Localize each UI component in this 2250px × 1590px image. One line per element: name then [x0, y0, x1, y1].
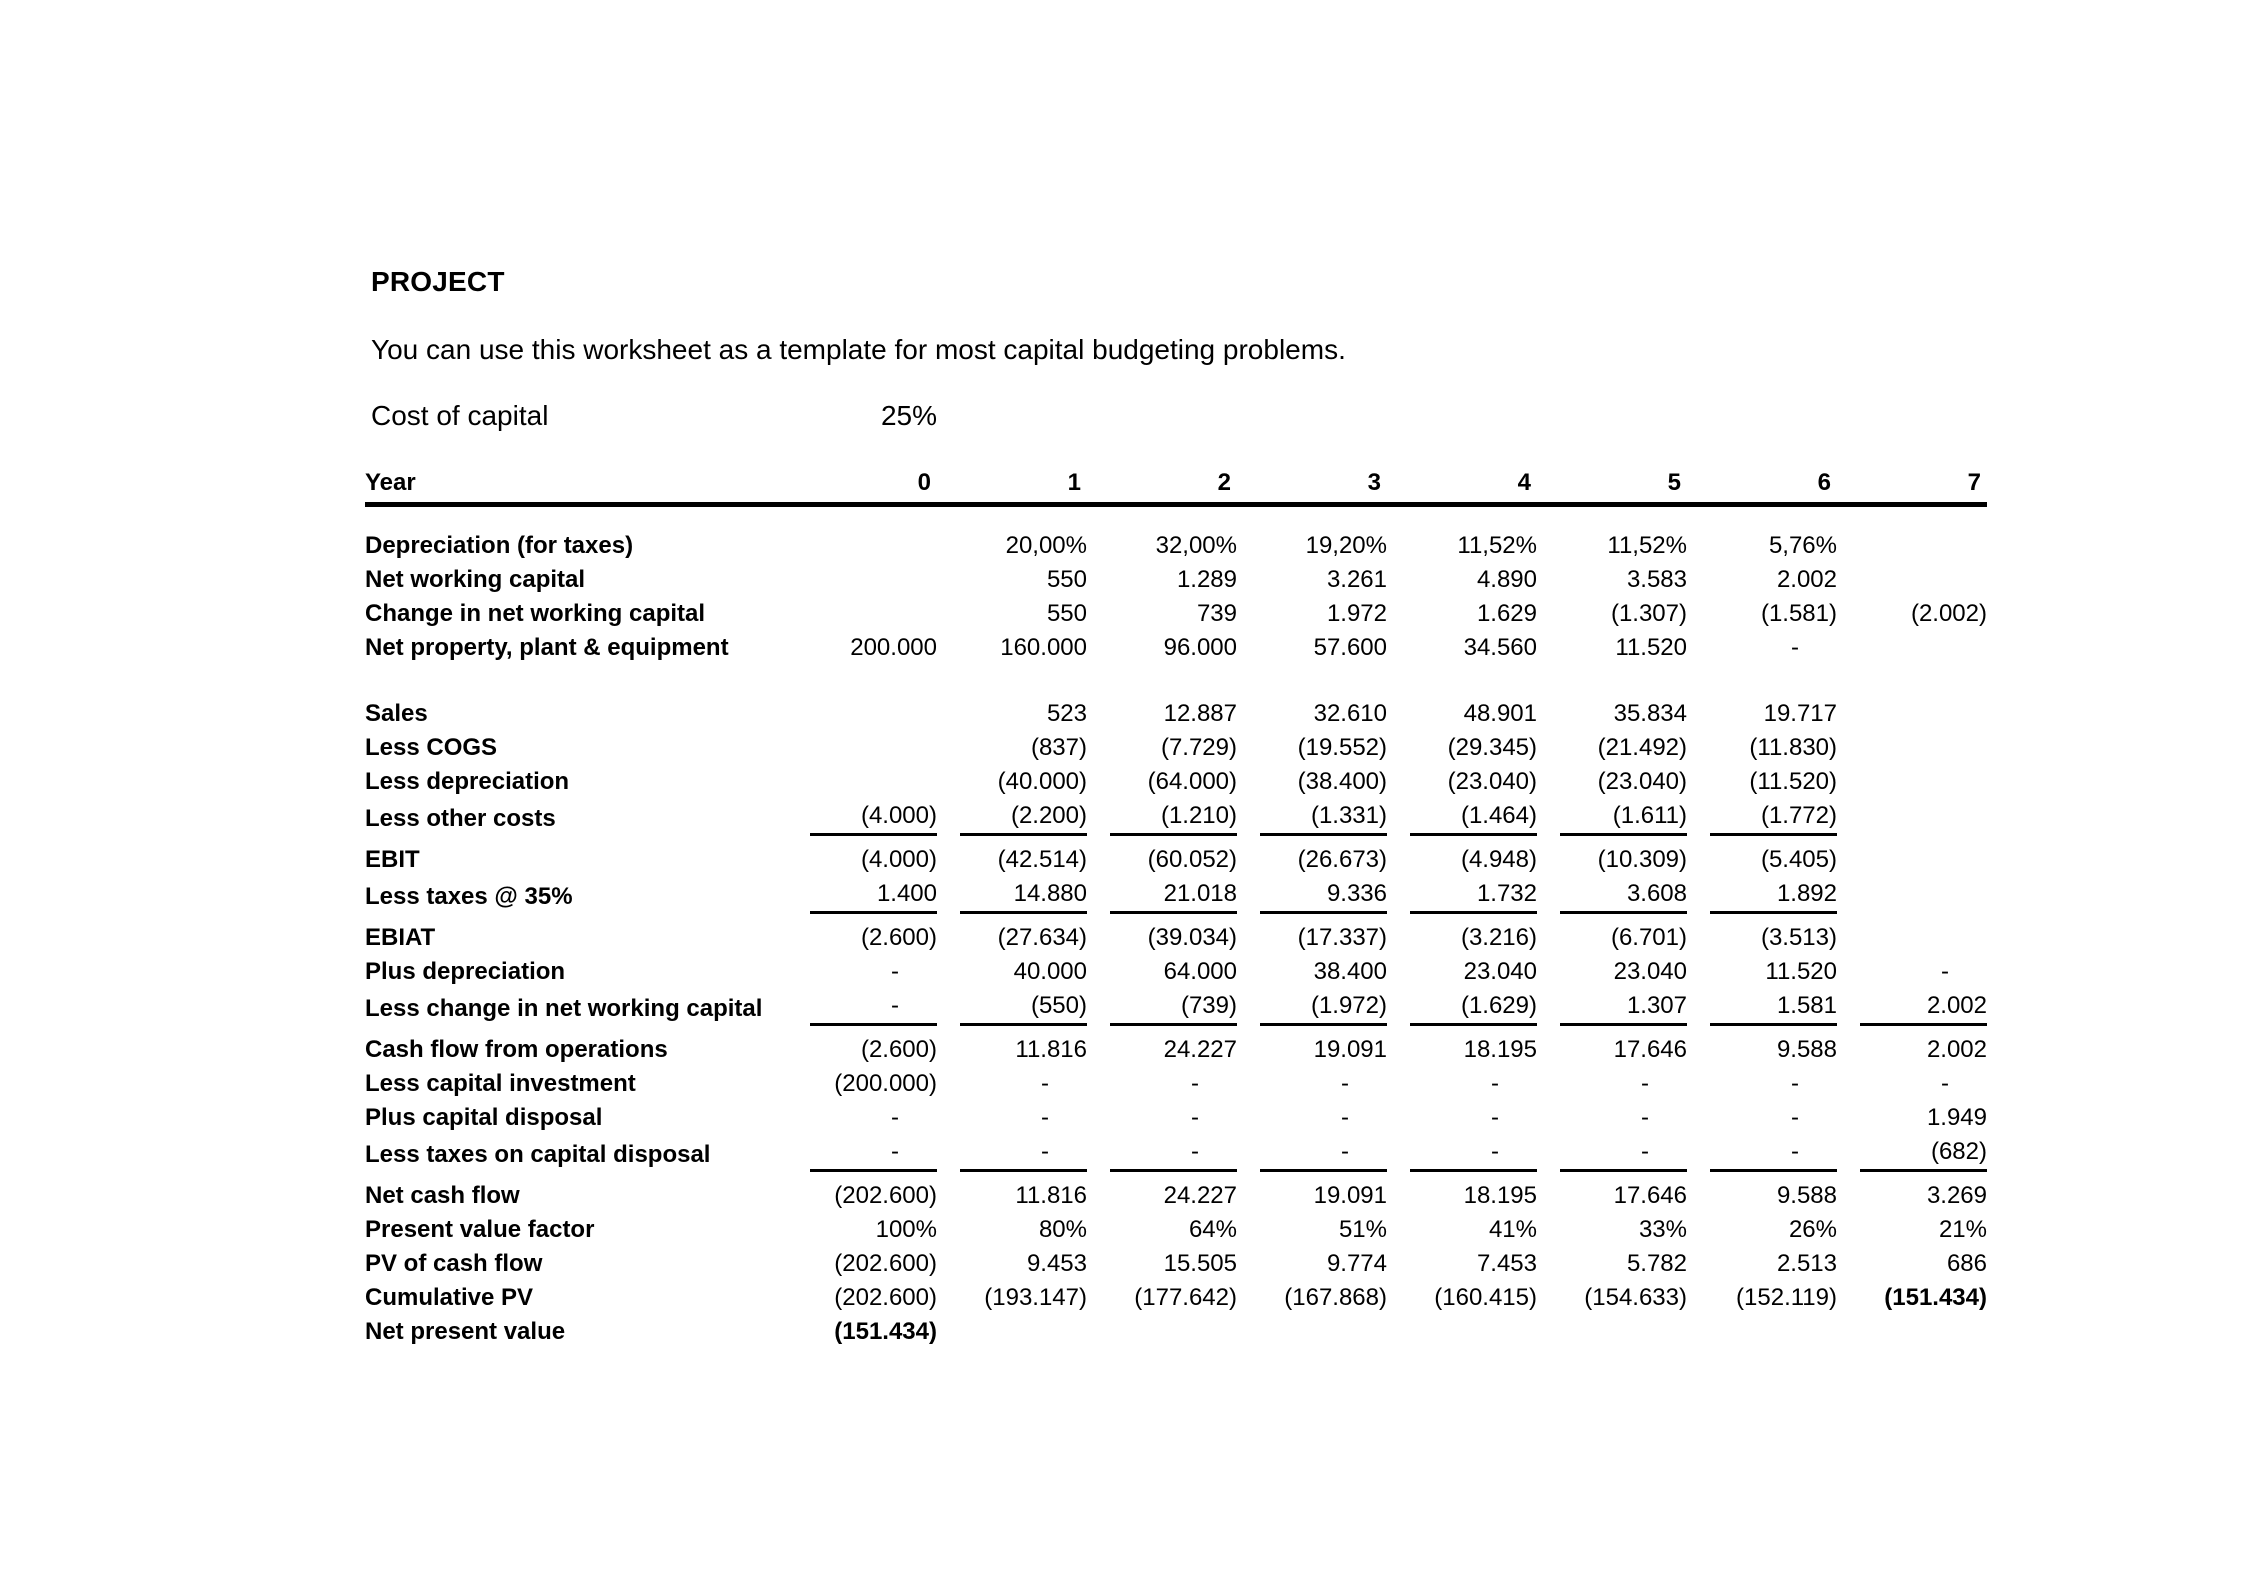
- value-cell: (1.611): [1537, 799, 1687, 836]
- cost-of-capital-label: Cost of capital: [371, 400, 549, 431]
- value-cell: (2.600): [860, 923, 937, 951]
- value-cell: -: [1387, 1135, 1537, 1172]
- row-less-other-costs: [365, 799, 1987, 836]
- row-net-property-plant-equipment: [365, 631, 1987, 665]
- value-cell: -: [1041, 1069, 1049, 1097]
- value-cell: [1837, 1315, 1987, 1349]
- value-cell: (202.600): [834, 1283, 937, 1311]
- value-cell: 11,52%: [1607, 531, 1687, 559]
- row-present-value-factor: [365, 1213, 1987, 1247]
- spacer: [365, 914, 1987, 921]
- value-cell: 64%: [1188, 1215, 1237, 1243]
- value-cell: [1837, 697, 1987, 731]
- value-cell: (1.629): [1387, 989, 1537, 1026]
- value-cell: 686: [1946, 1249, 1987, 1277]
- value-cell: 5,76%: [1768, 531, 1837, 559]
- row-label: Less other costs: [365, 804, 556, 832]
- value-cell: 4.890: [1476, 565, 1537, 593]
- value-cell: [787, 765, 937, 799]
- value-cell: 15.505: [1163, 1249, 1237, 1277]
- spacer: [365, 505, 1987, 529]
- value-cell: 3.269: [1926, 1181, 1987, 1209]
- value-cell: (550): [937, 989, 1087, 1026]
- value-cell: 21%: [1938, 1215, 1987, 1243]
- year-label: Year: [365, 464, 787, 505]
- row-label: Depreciation (for taxes): [365, 531, 634, 559]
- cost-of-capital-row: [371, 400, 937, 432]
- value-cell: 1.581: [1687, 989, 1837, 1026]
- row-ebit: [365, 843, 1987, 877]
- value-cell: 3.608: [1537, 877, 1687, 914]
- value-cell: (23.040): [1447, 767, 1537, 795]
- row-sales: [365, 697, 1987, 731]
- year-header-row: [365, 464, 1987, 505]
- value-cell: [1837, 843, 1987, 877]
- year-col-4: 4: [1387, 464, 1537, 505]
- value-cell: [1387, 1315, 1537, 1349]
- year-col-1: 1: [937, 464, 1087, 505]
- value-cell: -: [1237, 1135, 1387, 1172]
- value-cell: 24.227: [1163, 1181, 1237, 1209]
- value-cell: 34.560: [1463, 633, 1537, 661]
- row-label: Plus depreciation: [365, 957, 566, 985]
- value-cell: (154.633): [1584, 1283, 1687, 1311]
- value-cell: [787, 697, 937, 731]
- value-cell: 12.887: [1163, 699, 1237, 727]
- value-cell: [1837, 765, 1987, 799]
- value-cell: -: [1941, 957, 1949, 985]
- value-cell: -: [1087, 1135, 1237, 1172]
- value-cell: (167.868): [1284, 1283, 1387, 1311]
- year-col-5: 5: [1537, 464, 1687, 505]
- value-cell: 7.453: [1476, 1249, 1537, 1277]
- row-label: EBIAT: [365, 923, 436, 951]
- value-cell: [1087, 1315, 1237, 1349]
- value-cell: (160.415): [1434, 1283, 1537, 1311]
- value-cell: 23.040: [1463, 957, 1537, 985]
- value-cell: (151.434): [834, 1317, 937, 1345]
- value-cell: (4.000): [860, 845, 937, 873]
- spacer: [365, 836, 1987, 843]
- value-cell: (64.000): [1147, 767, 1237, 795]
- value-cell: 9.336: [1237, 877, 1387, 914]
- value-cell: 739: [1196, 599, 1237, 627]
- value-cell: [787, 529, 937, 563]
- spacer: [365, 1172, 1987, 1179]
- value-cell: (23.040): [1597, 767, 1687, 795]
- value-cell: [1537, 1315, 1687, 1349]
- value-cell: 17.646: [1613, 1035, 1687, 1063]
- value-cell: (21.492): [1597, 733, 1687, 761]
- row-label: Less depreciation: [365, 767, 570, 795]
- page-description: You can use this worksheet as a template for most capital budgeting problems.: [371, 334, 1346, 365]
- value-cell: (682): [1837, 1135, 1987, 1172]
- value-cell: (193.147): [984, 1283, 1087, 1311]
- value-cell: (3.513): [1760, 923, 1837, 951]
- value-cell: 523: [1046, 699, 1087, 727]
- value-cell: 11.816: [1015, 1181, 1087, 1209]
- row-net-working-capital: [365, 563, 1987, 597]
- row-less-depreciation: [365, 765, 1987, 799]
- value-cell: 2.002: [1837, 989, 1987, 1026]
- row-ebiat: [365, 921, 1987, 955]
- row-label: Less taxes on capital disposal: [365, 1140, 711, 1168]
- value-cell: [1837, 921, 1987, 955]
- value-cell: (60.052): [1147, 845, 1237, 873]
- value-cell: -: [1791, 1069, 1799, 1097]
- value-cell: (2.200): [937, 799, 1087, 836]
- row-label: Cash flow from operations: [365, 1035, 668, 1063]
- value-cell: (2.002): [1910, 599, 1987, 627]
- row-label: Sales: [365, 699, 428, 727]
- row-label: Plus capital disposal: [365, 1103, 603, 1131]
- row-less-change-in-nwc: [365, 989, 1987, 1026]
- value-cell: (29.345): [1447, 733, 1537, 761]
- value-cell: 1.892: [1687, 877, 1837, 914]
- value-cell: (739): [1087, 989, 1237, 1026]
- value-cell: 2.513: [1776, 1249, 1837, 1277]
- row-label: EBIT: [365, 845, 420, 873]
- row-plus-capital-disposal: [365, 1101, 1987, 1135]
- value-cell: -: [1791, 633, 1799, 661]
- value-cell: 19.717: [1763, 699, 1837, 727]
- value-cell: [1687, 1315, 1837, 1349]
- value-cell: [1837, 529, 1987, 563]
- row-label: Net present value: [365, 1317, 566, 1345]
- value-cell: -: [1537, 1135, 1687, 1172]
- value-cell: [1837, 563, 1987, 597]
- value-cell: 1.972: [1326, 599, 1387, 627]
- year-col-3: 3: [1237, 464, 1387, 505]
- value-cell: 64.000: [1163, 957, 1237, 985]
- value-cell: (1.331): [1237, 799, 1387, 836]
- value-cell: [1837, 799, 1987, 836]
- value-cell: [787, 731, 937, 765]
- value-cell: 41%: [1488, 1215, 1537, 1243]
- value-cell: 550: [1046, 599, 1087, 627]
- value-cell: 11.520: [1615, 633, 1687, 661]
- row-plus-depreciation: [365, 955, 1987, 989]
- value-cell: (200.000): [834, 1069, 937, 1097]
- value-cell: 160.000: [1000, 633, 1087, 661]
- value-cell: (17.337): [1297, 923, 1387, 951]
- row-change-in-net-working-capital: [365, 597, 1987, 631]
- value-cell: 19.091: [1313, 1035, 1387, 1063]
- worksheet-table: [365, 464, 1987, 1349]
- value-cell: -: [1341, 1103, 1349, 1131]
- value-cell: (151.434): [1884, 1283, 1987, 1311]
- value-cell: 9.588: [1776, 1035, 1837, 1063]
- spacer: [365, 1026, 1987, 1033]
- value-cell: (7.729): [1160, 733, 1237, 761]
- value-cell: (11.830): [1749, 733, 1837, 761]
- value-cell: (4.948): [1460, 845, 1537, 873]
- row-less-capital-investment: [365, 1067, 1987, 1101]
- value-cell: 11.816: [1015, 1035, 1087, 1063]
- value-cell: 11,52%: [1457, 531, 1537, 559]
- row-label: Less capital investment: [365, 1069, 636, 1097]
- value-cell: 9.588: [1776, 1181, 1837, 1209]
- value-cell: 100%: [875, 1215, 937, 1243]
- value-cell: 80%: [1038, 1215, 1087, 1243]
- value-cell: 1.629: [1476, 599, 1537, 627]
- value-cell: -: [787, 989, 937, 1026]
- value-cell: -: [1491, 1103, 1499, 1131]
- value-cell: -: [1941, 1069, 1949, 1097]
- value-cell: (42.514): [997, 845, 1087, 873]
- value-cell: -: [891, 957, 899, 985]
- value-cell: -: [1041, 1103, 1049, 1131]
- value-cell: 3.583: [1626, 565, 1687, 593]
- value-cell: 35.834: [1613, 699, 1687, 727]
- value-cell: [937, 1315, 1087, 1349]
- value-cell: (1.972): [1237, 989, 1387, 1026]
- row-label: Less change in net working capital: [365, 994, 763, 1022]
- year-col-7: 7: [1837, 464, 1987, 505]
- value-cell: 3.261: [1326, 565, 1387, 593]
- value-cell: (152.119): [1736, 1283, 1837, 1311]
- row-label: PV of cash flow: [365, 1249, 543, 1277]
- row-less-taxes: [365, 877, 1987, 914]
- value-cell: (202.600): [834, 1181, 937, 1209]
- value-cell: 51%: [1338, 1215, 1387, 1243]
- value-cell: 18.195: [1463, 1035, 1537, 1063]
- value-cell: -: [891, 1103, 899, 1131]
- value-cell: 33%: [1638, 1215, 1687, 1243]
- row-label: Change in net working capital: [365, 599, 706, 627]
- value-cell: 17.646: [1613, 1181, 1687, 1209]
- value-cell: (3.216): [1460, 923, 1537, 951]
- value-cell: 1.732: [1387, 877, 1537, 914]
- value-cell: [1237, 1315, 1387, 1349]
- value-cell: 21.018: [1087, 877, 1237, 914]
- row-cash-flow-from-operations: [365, 1033, 1987, 1067]
- row-label: Less taxes @ 35%: [365, 882, 573, 910]
- value-cell: [1837, 877, 1987, 914]
- row-less-taxes-on-capital-disposal: [365, 1135, 1987, 1172]
- value-cell: 48.901: [1463, 699, 1537, 727]
- value-cell: 24.227: [1163, 1035, 1237, 1063]
- value-cell: 96.000: [1163, 633, 1237, 661]
- value-cell: 550: [1046, 565, 1087, 593]
- value-cell: (1.307): [1610, 599, 1687, 627]
- row-label: Less COGS: [365, 733, 498, 761]
- value-cell: [787, 563, 937, 597]
- value-cell: (1.772): [1687, 799, 1837, 836]
- value-cell: 23.040: [1613, 957, 1687, 985]
- value-cell: (1.210): [1087, 799, 1237, 836]
- page-title: PROJECT: [371, 266, 505, 297]
- value-cell: 32,00%: [1155, 531, 1237, 559]
- value-cell: (11.520): [1749, 767, 1837, 795]
- row-net-cash-flow: [365, 1179, 1987, 1213]
- value-cell: 14.880: [937, 877, 1087, 914]
- value-cell: 26%: [1788, 1215, 1837, 1243]
- value-cell: 32.610: [1313, 699, 1387, 727]
- value-cell: 9.453: [1026, 1249, 1087, 1277]
- value-cell: (39.034): [1147, 923, 1237, 951]
- row-cumulative-pv: [365, 1281, 1987, 1315]
- value-cell: 19.091: [1313, 1181, 1387, 1209]
- cost-of-capital-value: 25%: [880, 400, 937, 431]
- spacer: [365, 665, 1987, 697]
- row-less-cogs: [365, 731, 1987, 765]
- value-cell: -: [1791, 1103, 1799, 1131]
- row-label: Cumulative PV: [365, 1283, 534, 1311]
- value-cell: -: [1191, 1103, 1199, 1131]
- value-cell: (1.581): [1760, 599, 1837, 627]
- value-cell: (202.600): [834, 1249, 937, 1277]
- value-cell: 40.000: [1013, 957, 1087, 985]
- year-col-6: 6: [1687, 464, 1837, 505]
- row-label: Net working capital: [365, 565, 586, 593]
- row-label: Present value factor: [365, 1215, 595, 1243]
- value-cell: 2.002: [1926, 1035, 1987, 1063]
- value-cell: 1.307: [1537, 989, 1687, 1026]
- value-cell: -: [1491, 1069, 1499, 1097]
- value-cell: (10.309): [1597, 845, 1687, 873]
- value-cell: [787, 597, 937, 631]
- value-cell: 20,00%: [1005, 531, 1087, 559]
- value-cell: (40.000): [997, 767, 1087, 795]
- value-cell: 200.000: [850, 633, 937, 661]
- value-cell: (177.642): [1134, 1283, 1237, 1311]
- value-cell: 18.195: [1463, 1181, 1537, 1209]
- value-cell: 5.782: [1626, 1249, 1687, 1277]
- year-col-0: 0: [787, 464, 937, 505]
- value-cell: (2.600): [860, 1035, 937, 1063]
- value-cell: (27.634): [997, 923, 1087, 951]
- value-cell: 9.774: [1326, 1249, 1387, 1277]
- value-cell: -: [1641, 1103, 1649, 1131]
- value-cell: 11.520: [1765, 957, 1837, 985]
- value-cell: 2.002: [1776, 565, 1837, 593]
- value-cell: (38.400): [1297, 767, 1387, 795]
- row-depreciation-for-taxes: [365, 529, 1987, 563]
- value-cell: (4.000): [787, 799, 937, 836]
- value-cell: 1.289: [1176, 565, 1237, 593]
- row-label: Net cash flow: [365, 1181, 520, 1209]
- value-cell: (19.552): [1297, 733, 1387, 761]
- value-cell: -: [937, 1135, 1087, 1172]
- value-cell: 57.600: [1313, 633, 1387, 661]
- value-cell: (5.405): [1760, 845, 1837, 873]
- value-cell: (26.673): [1297, 845, 1387, 873]
- value-cell: -: [1341, 1069, 1349, 1097]
- row-net-present-value: [365, 1315, 1987, 1349]
- value-cell: (837): [1030, 733, 1087, 761]
- value-cell: -: [787, 1135, 937, 1172]
- row-pv-of-cash-flow: [365, 1247, 1987, 1281]
- row-label: Net property, plant & equipment: [365, 633, 729, 661]
- value-cell: [1837, 631, 1987, 665]
- value-cell: (1.464): [1387, 799, 1537, 836]
- value-cell: -: [1191, 1069, 1199, 1097]
- value-cell: -: [1687, 1135, 1837, 1172]
- value-cell: 19,20%: [1305, 531, 1387, 559]
- value-cell: 1.949: [1926, 1103, 1987, 1131]
- value-cell: [1837, 731, 1987, 765]
- value-cell: (6.701): [1610, 923, 1687, 951]
- value-cell: 38.400: [1313, 957, 1387, 985]
- value-cell: 1.400: [787, 877, 937, 914]
- year-col-2: 2: [1087, 464, 1237, 505]
- value-cell: -: [1641, 1069, 1649, 1097]
